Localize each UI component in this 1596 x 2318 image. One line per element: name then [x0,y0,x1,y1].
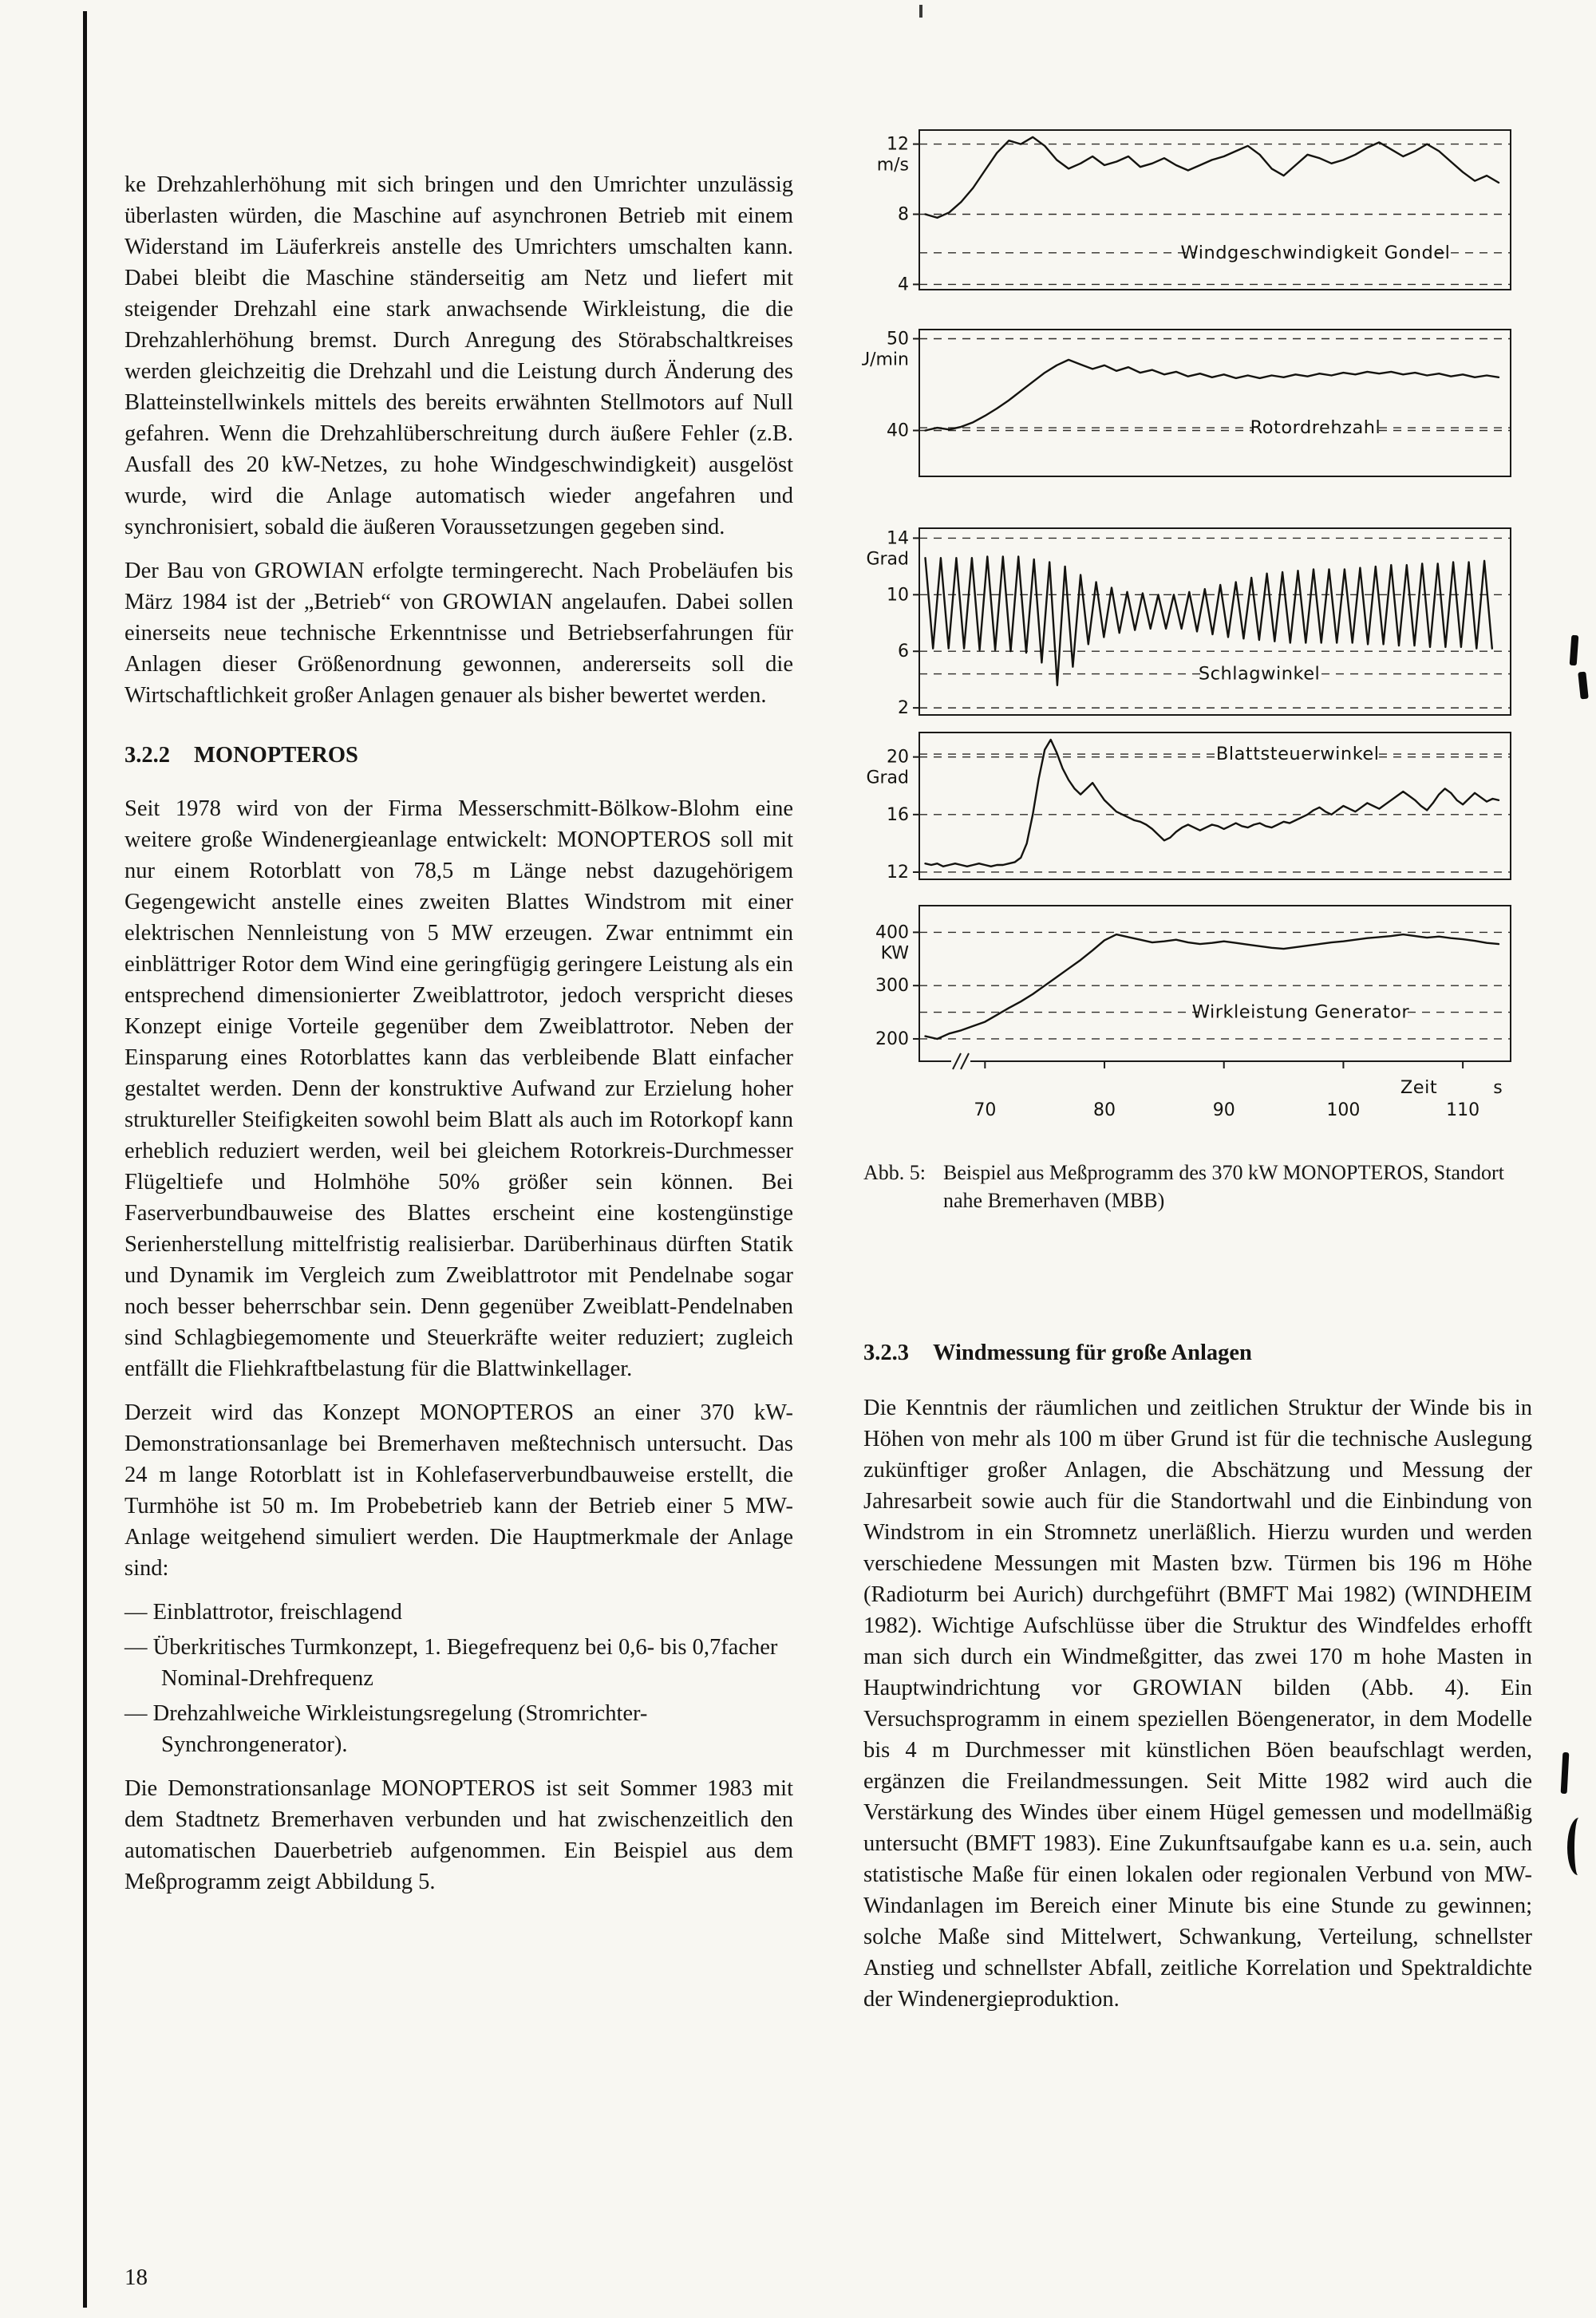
series-label: Blattsteuerwinkel [1215,744,1380,765]
y-unit-label: KW [880,943,909,964]
data-curve [926,740,1499,867]
y-unit-label: U/min [862,349,909,370]
y-tick-label: 200 [875,1029,909,1049]
plot-frame [919,330,1511,476]
paragraph-umrichter: ke Drehzahlerhöhung mit sich bringen und den Umrichter unzulässig überlasten würden, die Maschine auf asynchronen Betrieb mit einem Widerstand im Läuferkreis anstelle des Umrichters umschalten kann. Dabei bleibt die Maschine ständerseitig am Netz und liefert mit steigender Drehzahl eine stark anwachsende Wirkleistung, die die Drehzahlerhöhung bremst. Durch Anregung des Störabschaltkreises werden gleichzeitig die Drehzahl und die Leistung durch Änderung des Blatteinstellwinkels mittels des bereits erwähnten Stellmotors auf Null gefahren. Wenn die Drehzahlüberschreitung durch äußere Fehler (z.B. Ausfall des 20 kW-Netzes, zu hohe Windgeschwindigkeit) ausgelöst wurde, wird die Anlage automatisch wieder angefahren und synchronisiert, sobald die äußeren Voraussetzungen gegeben sind. [124,172,793,539]
y-tick-label: 400 [875,922,909,943]
y-unit-label: Grad [866,768,909,788]
scan-artifact-right-mark [1570,635,1579,666]
paragraph-windmessung: Die Kenntnis der räumlichen und zeitlichen Struktur der Winde bis in Höhen von mehr als 100 m über Grund ist für die technische Auslegung zukünftiger großer Anlagen, die Abschätzung und Messung der Jahresarbeit sowie auch für die Standortwahl und die Einbindung von Windstrom in ein Stromnetz unerläßlich. Hierzu wurden und werden verschiedene Messungen mit Masten bzw. Türmen bis 196 m Höhe (Radioturm bei Aurich) durchgeführt (BMFT Mai 1982) (WINDHEIM 1982). Wichtige Aufschlüsse über die Struktur des Windfeldes erhofft man sich durch ein Windmeßgitter, das zwei 170 m hohe Masten in Hauptwindrichtung vor GROWIAN bilden (Abb. 4). Ein Versuchsprogramm in einem speziellen Böengenerator, in dem Modelle bis 4 m Durchmesser mit künstlichen Böen beaufschlagt werden, ergänzen die Freilandmessungen. Seit Mitte 1982 wird auch die Verstärkung des Windes über einem Hügel gemessen und modellmäßig untersucht (BMFT 1983). Eine Zukunftsaufgabe kann es u.a. sein, auch statistische Maße für einen lokalen oder regionalen Verbund von MW-Windanlagen im Bereich einer Minute bis eine Stunde zu gewinnen; solche Maße sind Mittelwert, Schwankung, Verteilung, schnellster Anstieg und schnellster Abfall, zeitliche Korrelation und Spektraldichte der Windenergieproduktion. [863,1396,1532,2012]
axis-break-gap [951,1056,970,1066]
y-tick-label: 40 [887,421,909,441]
left-column [124,169,793,1910]
y-tick-label: 300 [875,976,909,997]
y-tick-label: 16 [887,804,909,825]
x-tick-label: 70 [974,1100,997,1120]
list-item-einblattrotor: — Einblattrotor, freischlagend [124,1600,402,1625]
y-tick-label: 8 [898,204,909,225]
page-number: 18 [124,2265,148,2290]
paragraph-grid-connection: Die Demonstrationsanlage MONOPTEROS ist seit Sommer 1983 mit dem Stadtnetz Bremerhaven verbunden und hat zwischenzeitlich den automatischen Dauerbetrieb aufgenommen. Ein Beispiel aus dem Meßprogramm zeigt Abbildung 5. [124,1776,793,1894]
series-label: Rotordrehzahl [1250,417,1381,439]
figure-caption [863,1159,1535,1214]
data-curve [926,137,1499,218]
right-column [863,1337,1532,2028]
y-tick-label: 20 [887,747,909,768]
figure-caption-label: Abb. 5: [863,1161,926,1184]
x-unit-label: s [1493,1078,1503,1098]
figure-abb5 [862,118,1527,1143]
list-item-turmkonzept: — Überkritisches Turmkonzept, 1. Biegefrequenz bei 0,6- bis 0,7facher Nominal-Drehfrequenz [124,1635,778,1691]
y-unit-label: m/s [876,155,909,176]
section-title: Windmessung für große Anlagen [933,1341,1252,1365]
paragraph-growian-bau: Der Bau von GROWIAN erfolgte termingerecht. Nach Probeläufen bis März 1984 ist der „Betrieb“ von GROWIAN angelaufen. Dabei sollen einerseits neue technische Erkenntnisse und Betriebserfahrungen für Anlagen dieser Größenordnung gewonnen, andererseits soll die Wirtschaftlichkeit großer Anlagen genauer als bisher bewertet werden. [124,559,793,708]
series-label: Windgeschwindigkeit Gondel [1180,242,1451,263]
scan-artifact-top-mark [919,5,922,18]
feature-list [124,1597,793,1760]
y-tick-label: 6 [898,642,909,662]
scan-artifact-left-line [83,11,87,2308]
scan-artifact-right-mark [1567,1818,1590,1875]
scan-artifact-right-mark [1561,1752,1570,1794]
paragraph-monopteros-concept: Seit 1978 wird von der Firma Messerschmitt-Bölkow-Blohm eine weitere große Windenergieanlage entwickelt: MONOPTEROS soll mit nur einem Rotorblatt von 78,5 m Länge nebst dazugehörigem Gegengewicht anstelle eines zweiten Blattes Windstrom mit einer elektrischen Nennleistung von 5 MW erzeugen. Zwar entnimmt ein einblättriger Rotor dem Wind eine geringfügig geringere Leistung als ein entsprechend dimensionierter Zweiblattrotor, jedoch verspricht dieses Konzept einige Vorteile gegenüber dem Zweiblattrotor. Neben der Einsparung eines Rotorblattes kann das verbleibende Blatt einfacher gestaltet werden. Denn der konstruktive Aufwand zur Erzielung hoher struktureller Steifigkeiten sowohl beim Blatt als auch im Rotorkopf kann erheblich reduziert werden, weil bei gleichem Rotorkreis-Durchmesser Flügeltiefe und Holmhöhe 50% größer sein können. Bei Faserverbundbauweise des Blattes erscheint eine kostengünstige Serienherstellung mittelfristig realisierbar. Darüberhinaus dürften Statik und Dynamik im Vergleich zum Zweiblattrotor mit Pendelnabe sogar noch besser beherrschbar sein. Denn gegenüber Zweiblatt-Pendelnaben sind Schlagbiegemomente und Steuerkräfte weiter reduziert; zugleich entfällt die Fliehkraftbelastung für die Blattwinkellager. [124,796,793,1381]
figure-caption-text: Beispiel aus Meßprogramm des 370 kW MONOPTEROS, Standort nahe Bremerhaven (MBB) [943,1161,1504,1212]
y-tick-label: 12 [887,134,909,155]
y-tick-label: 10 [887,585,909,606]
y-tick-label: 14 [887,528,909,549]
y-tick-label: 2 [898,698,909,719]
data-curve [926,360,1499,431]
x-axis-label: Zeit [1400,1077,1438,1098]
y-tick-label: 12 [887,862,909,883]
section-heading-3-2-3 [863,1337,1532,1368]
y-unit-label: Grad [866,549,909,570]
y-tick-label: 4 [898,274,909,295]
section-heading-3-2-2 [124,740,793,771]
scan-artifact-right-mark [1578,672,1588,700]
plot-frame [919,130,1511,290]
section-number: 3.2.3 [863,1341,909,1365]
x-tick-label: 90 [1212,1100,1235,1120]
series-label: Schlagwinkel [1198,663,1321,685]
plot-frame [919,906,1511,1061]
list-item-wirkleistungsregelung: — Drehzahlweiche Wirkleistungsregelung (Stromrichter-Synchrongenerator). [124,1701,648,1757]
paragraph-demo-plant: Derzeit wird das Konzept MONOPTEROS an einer 370 kW-Demonstrationsanlage bei Bremerhaven meßtechnisch untersucht. Das 24 m lange Rotorblatt ist in Kohlefaserverbundbauweise erstellt, die Turmhöhe ist 50 m. Im Probebetrieb kann der Betrieb einer 5 MW-Anlage weitgehend simuliert werden. Die Hauptmerkmale der Anlage sind: [124,1400,793,1581]
series-label: Wirkleistung Generator [1191,1001,1410,1023]
figure-charts [862,118,1527,1143]
x-tick-label: 80 [1093,1100,1116,1120]
section-title: MONOPTEROS [194,743,358,768]
y-tick-label: 50 [887,329,909,349]
x-tick-label: 110 [1446,1100,1480,1120]
section-number: 3.2.2 [124,743,170,768]
x-tick-label: 100 [1326,1100,1361,1120]
